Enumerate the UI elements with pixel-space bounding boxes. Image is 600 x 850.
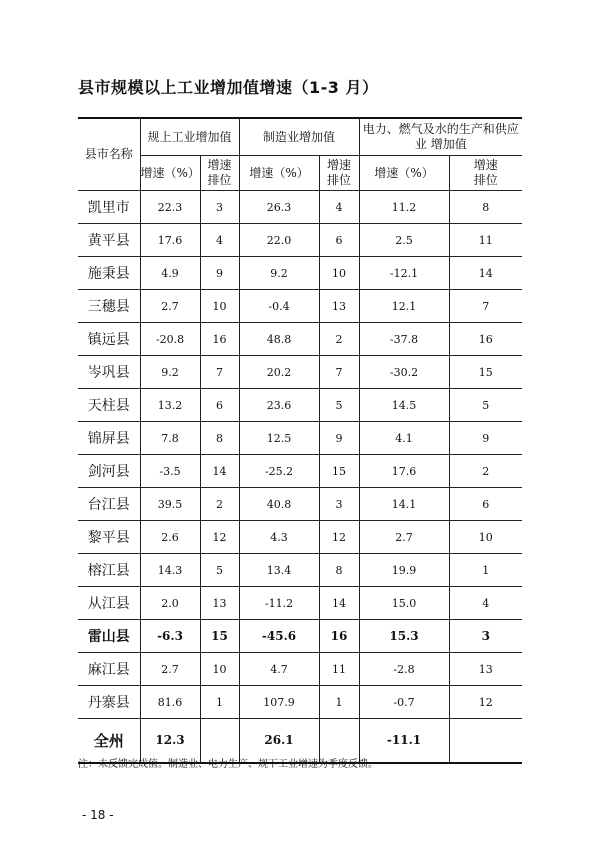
rank-cell: 4 [200,224,239,257]
rank-cell: 16 [319,620,359,653]
growth-cell: 2.7 [140,653,200,686]
growth-cell: 39.5 [140,488,200,521]
growth-cell: 4.1 [359,422,449,455]
growth-cell: -37.8 [359,323,449,356]
group-header-utilities-line1: 电力、燃气及水的生产和供应 [362,122,519,136]
growth-cell: 12.5 [239,422,319,455]
rank-cell: 14 [200,455,239,488]
rank-cell: 14 [449,257,522,290]
table-row [78,356,522,389]
county-name: 锦屏县 [78,422,140,455]
growth-cell: 2.5 [359,224,449,257]
rank-cell: 13 [449,653,522,686]
county-name: 麻江县 [78,653,140,686]
page-title: 县市规模以上工业增加值增速（1-3 月） [78,78,379,97]
table-row [78,224,522,257]
growth-header: 增速（%） [359,156,449,191]
county-name: 榕江县 [78,554,140,587]
growth-cell: -0.7 [359,686,449,719]
rank-cell: 9 [449,422,522,455]
rank-header: 增速 排位 [319,156,359,191]
rank-header: 增速 排位 [200,156,239,191]
rank-cell: 5 [200,554,239,587]
rank-cell: 15 [319,455,359,488]
rank-cell: 4 [449,587,522,620]
rank-cell: 15 [449,356,522,389]
rank-cell: 3 [200,191,239,224]
table-row [78,587,522,620]
table-row [78,191,522,224]
growth-cell: 7.8 [140,422,200,455]
growth-cell: 19.9 [359,554,449,587]
growth-cell: 2.0 [140,587,200,620]
growth-cell: 15.0 [359,587,449,620]
footnote: 注：未反馈完成值。制造业、电力生产、规下工业增速为季度反馈。 [78,759,378,770]
table-row [78,290,522,323]
growth-cell: 17.6 [359,455,449,488]
table-row [78,455,522,488]
growth-header: 增速（%） [239,156,319,191]
growth-cell: -20.8 [140,323,200,356]
county-name: 从江县 [78,587,140,620]
county-name: 凯里市 [78,191,140,224]
growth-cell: -45.6 [239,620,319,653]
growth-cell: 22.3 [140,191,200,224]
rank-cell: 4 [319,191,359,224]
county-name: 黄平县 [78,224,140,257]
growth-cell: 23.6 [239,389,319,422]
rank-cell: 1 [449,554,522,587]
rank-cell: 3 [319,488,359,521]
growth-cell: -11.2 [239,587,319,620]
rank-cell: 10 [449,521,522,554]
rank-cell: 6 [319,224,359,257]
table-row [78,488,522,521]
rank-header: 增速 排位 [449,156,522,191]
growth-cell: -2.8 [359,653,449,686]
growth-cell: 2.7 [140,290,200,323]
rank-cell: 7 [449,290,522,323]
rank-cell: 16 [449,323,522,356]
growth-cell: 14.3 [140,554,200,587]
growth-cell: -11.1 [359,719,449,763]
county-name: 剑河县 [78,455,140,488]
growth-cell: 26.3 [239,191,319,224]
rank-cell: 10 [200,290,239,323]
growth-cell: 11.2 [359,191,449,224]
rank-cell: 1 [319,686,359,719]
rank-cell: 9 [200,257,239,290]
county-name: 施秉县 [78,257,140,290]
rank-cell: 1 [200,686,239,719]
growth-cell: 2.6 [140,521,200,554]
growth-cell: 20.2 [239,356,319,389]
table-row [78,554,522,587]
growth-cell: -0.4 [239,290,319,323]
rank-cell: 7 [200,356,239,389]
rank-cell: 11 [449,224,522,257]
growth-cell: 40.8 [239,488,319,521]
county-name: 镇远县 [78,323,140,356]
table-row [78,653,522,686]
growth-cell: 22.0 [239,224,319,257]
county-name: 台江县 [78,488,140,521]
growth-cell: -3.5 [140,455,200,488]
county-name: 全州 [78,719,140,763]
rank-cell: 2 [319,323,359,356]
county-name: 黎平县 [78,521,140,554]
rank-cell: 11 [319,653,359,686]
rank-cell: 8 [319,554,359,587]
rank-cell: 2 [449,455,522,488]
group-header-industrial: 规上工业增加值 [140,118,239,156]
growth-table [78,117,522,764]
rank-cell: 6 [200,389,239,422]
table-row [78,422,522,455]
table-row [78,257,522,290]
group-header-utilities-line2: 业 增加值 [414,137,467,151]
county-name: 雷山县 [78,620,140,653]
growth-cell: 4.3 [239,521,319,554]
rank-cell: 10 [319,257,359,290]
growth-cell: 13.4 [239,554,319,587]
rank-cell: 12 [449,686,522,719]
rank-cell: 2 [200,488,239,521]
county-name: 丹寨县 [78,686,140,719]
rank-cell: 8 [200,422,239,455]
growth-cell: 48.8 [239,323,319,356]
county-name: 天柱县 [78,389,140,422]
growth-cell: 17.6 [140,224,200,257]
rank-cell [449,719,522,763]
group-header-utilities [359,118,522,156]
growth-cell: -30.2 [359,356,449,389]
table-row [78,620,522,653]
table-row [78,686,522,719]
rank-cell: 10 [200,653,239,686]
rank-cell: 13 [200,587,239,620]
growth-cell: 15.3 [359,620,449,653]
growth-header: 增速（%） [140,156,200,191]
growth-cell: 26.1 [239,719,319,763]
page-number: - 18 - [82,808,114,822]
rank-cell: 7 [319,356,359,389]
growth-cell: -6.3 [140,620,200,653]
rank-cell: 12 [319,521,359,554]
growth-cell: 81.6 [140,686,200,719]
rank-cell: 16 [200,323,239,356]
growth-cell: -25.2 [239,455,319,488]
rank-cell: 6 [449,488,522,521]
growth-cell: 14.1 [359,488,449,521]
growth-cell: 13.2 [140,389,200,422]
table-row [78,389,522,422]
table-row [78,521,522,554]
rank-cell: 8 [449,191,522,224]
growth-cell: 14.5 [359,389,449,422]
growth-cell: 4.7 [239,653,319,686]
county-header: 县市名称 [78,118,140,191]
rank-cell: 5 [449,389,522,422]
growth-cell: 4.9 [140,257,200,290]
county-name: 三穗县 [78,290,140,323]
growth-cell: 9.2 [239,257,319,290]
growth-cell: 9.2 [140,356,200,389]
table-body [78,191,522,763]
rank-cell: 9 [319,422,359,455]
rank-cell: 15 [200,620,239,653]
group-header-manufacturing: 制造业增加值 [239,118,359,156]
growth-cell: 2.7 [359,521,449,554]
county-name: 岑巩县 [78,356,140,389]
rank-cell: 5 [319,389,359,422]
table-row [78,323,522,356]
rank-cell: 13 [319,290,359,323]
growth-cell: 107.9 [239,686,319,719]
growth-cell: 12.1 [359,290,449,323]
growth-cell: -12.1 [359,257,449,290]
rank-cell: 14 [319,587,359,620]
growth-cell: 12.3 [140,719,200,763]
rank-cell: 3 [449,620,522,653]
rank-cell: 12 [200,521,239,554]
